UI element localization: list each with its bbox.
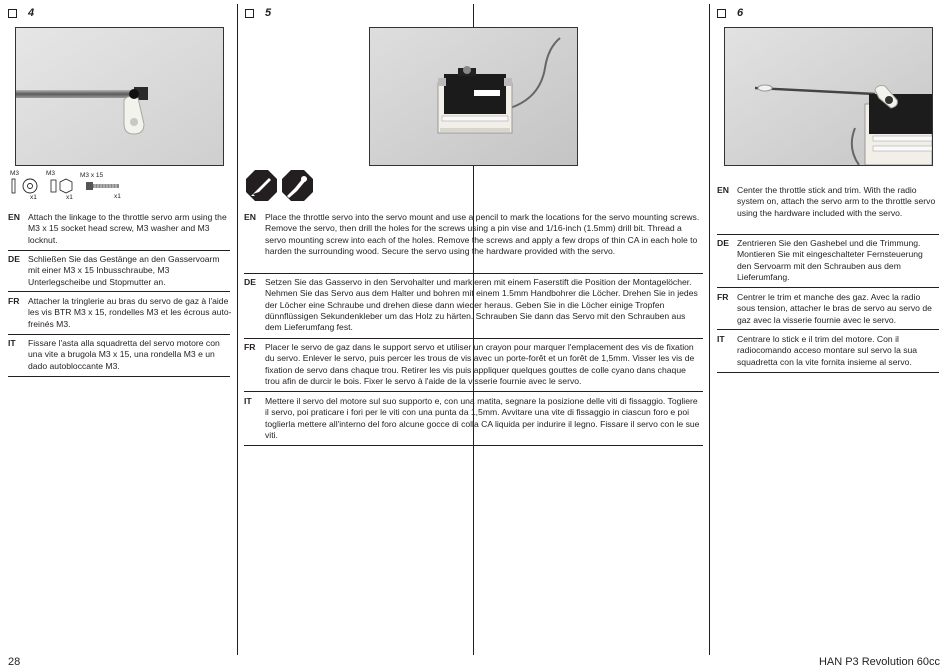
step-5-number: 5 — [265, 7, 272, 19]
col3-text-it: Centrare lo stick e il trim del motore. Con il radiocomando acceso montare sul servo la sua squadretta con la vite fornita insieme al servo. — [737, 334, 918, 367]
hardware-qty-screw: x1 — [114, 193, 121, 200]
glue-bottle-icon — [281, 169, 314, 202]
step-6-checkbox[interactable] — [717, 9, 726, 18]
step-6-number: 6 — [737, 7, 744, 19]
column-divider-right — [709, 4, 710, 655]
col1-entry-en — [8, 212, 232, 248]
col3-separator — [717, 372, 939, 373]
col3-entry-de — [717, 238, 939, 286]
washer-icon — [23, 179, 37, 193]
col1-separator — [8, 376, 230, 377]
pencil-icon — [245, 169, 278, 202]
col1-entry-it — [8, 338, 232, 374]
step-6-photo — [724, 27, 933, 166]
hardware-label-m3-washer: M3 — [10, 170, 20, 177]
col3-text-de: Zentrieren Sie den Gashebel und die Trimmung. Montieren Sie mit eingeschalteter Fernsteuerung den Servoarm mit den Schrauben aus dem Lieferumfang. — [737, 238, 923, 282]
lang-label-de: DE — [8, 254, 20, 264]
hardware-label-screw: M3 x 15 — [80, 172, 104, 179]
col1-entry-de — [8, 254, 232, 290]
document-title: HAN P3 Revolution 60cc — [818, 656, 940, 668]
col1-separator — [8, 250, 230, 251]
step-4-header — [8, 7, 34, 19]
col3-entry-fr — [717, 292, 939, 328]
col1-text-fr: Attacher la tringlerie au bras du servo de gaz à l'aide les vis BTR M3 x 15, rondelles M3 et les écrous auto-freinés M3. — [28, 296, 232, 329]
col3-entry-en — [717, 185, 939, 233]
col1-text-en: Attach the linkage to the throttle servo arm using the M3 x 15 socket head screw, M3 washer and M3 locknut. — [28, 212, 227, 245]
col2-separator — [244, 445, 703, 446]
step-4-number: 4 — [28, 7, 35, 19]
lang-label-en: EN — [244, 212, 256, 222]
page-number: 28 — [8, 656, 21, 668]
step-5-checkbox[interactable] — [245, 9, 254, 18]
step-5-photo — [369, 27, 578, 166]
col2-entry-it — [244, 396, 704, 444]
col3-separator — [717, 287, 939, 288]
col1-text-it: Fissare l'asta alla squadretta del servo motore con una vite a brugola M3 x 15, una rondella M3 e un dado autobloccante M3. — [28, 338, 220, 371]
lang-label-de: DE — [717, 238, 729, 248]
col1-separator — [8, 334, 230, 335]
col2-text-de: Setzen Sie das Gasservo in den Servohalter und markieren mit einem Faserstift die Position der Montagelöcher. Nehmen Sie das Servo aus dem Halter und bohren mit einem 1.5mm Handbohrer die Löcher. Drehen Sie in jedes der Löcher eine Schraube und drehen diese dann wieder heraus. Geben Sie in die Löcher einige Tropfen dünnflüssigen Sekundenkleber um das Holz zu härten. Schrauben Sie dann das Servo mit den Schrauben aus dem Lieferumfang fest. — [265, 277, 698, 333]
lang-label-fr: FR — [8, 296, 20, 306]
col3-entry-it — [717, 334, 939, 370]
lang-label-it: IT — [244, 396, 252, 406]
col2-separator — [244, 338, 703, 339]
col1-entry-fr — [8, 296, 232, 332]
col2-entry-de — [244, 277, 704, 335]
step-4-photo — [15, 27, 224, 166]
col1-text-de: Schließen Sie das Gestänge an den Gasservoarm mit einer M3 x 15 Inbusschraube, M3 Unterlegscheibe und Stopmutter an. — [28, 254, 220, 287]
screw-icon — [86, 182, 93, 190]
nut-icon — [51, 180, 56, 192]
col3-separator — [717, 329, 939, 330]
lang-label-en: EN — [717, 185, 729, 195]
col3-text-en: Center the throttle stick and trim. With the radio system on, attach the servo arm to the throttle servo using the hardware included with the servo. — [737, 185, 936, 218]
col3-text-fr: Centrer le trim et manche des gaz. Avec la radio sous tension, attacher le bras de servo au servo de gaz avec la visserie fournie avec le servo. — [737, 292, 932, 325]
lang-label-fr: FR — [717, 292, 729, 302]
col3-separator — [717, 234, 939, 235]
col2-text-en: Place the throttle servo into the servo mount and use a pencil to mark the locations for the servo mounting screws. Remove the servo, then drill the holes for the screws using a pin vise and 1/16-inch (1.5mm) drill bit. Thread a servo mounting screw into each of the holes. Remove the screws and apply a few drops of thin CA in each hole to harden the surrounding wood. Secure the servo using the hardware provided with the servo. — [265, 212, 700, 256]
step-4-checkbox[interactable] — [8, 9, 17, 18]
col2-text-fr: Placer le servo de gaz dans le support servo et utiliser un crayon pour marquer l'emplacement des vis de fixation du servo. Enlever le servo, puis percer les trous de vis avec un porte-forêt et un forêt de 1,5mm. Visser les vis de fixation de servo dans chaque trou. Retirer les vis puis appliquer quelques gouttes de colle cyano dans chaque trou afin de durcir le bois. Fixer le servo à l'aide de la visserie fournie avec le servo. — [265, 342, 695, 386]
lang-label-fr: FR — [244, 342, 256, 352]
col2-entry-fr — [244, 342, 704, 390]
col2-text-it: Mettere il servo del motore sul suo supporto e, con una matita, segnare la posizione delle viti di fissaggio. Togliere il servo, poi praticare i fori per le viti con una punta da 1,5mm. Avvitare una vite di fissaggio in ciascun foro e poi toglierla mettere all'interno del foro alcune gocce di colla CA liquida per indurire il legno. Fissare il servo con le sue viti. — [265, 396, 700, 440]
step-5-header — [245, 7, 271, 19]
col2-separator — [244, 273, 703, 274]
hardware-row — [10, 168, 130, 202]
column-divider-left — [237, 4, 238, 655]
hardware-label-m3-nut: M3 — [46, 170, 56, 177]
col2-entry-en — [244, 212, 704, 270]
hardware-qty-nut: x1 — [66, 194, 73, 201]
lang-label-en: EN — [8, 212, 20, 222]
step-6-header — [717, 7, 743, 19]
lang-label-it: IT — [717, 334, 725, 344]
hardware-qty-washer: x1 — [30, 194, 37, 201]
col1-separator — [8, 291, 230, 292]
ruler-icon — [12, 179, 15, 193]
col2-separator — [244, 391, 703, 392]
lang-label-it: IT — [8, 338, 16, 348]
lang-label-de: DE — [244, 277, 256, 287]
